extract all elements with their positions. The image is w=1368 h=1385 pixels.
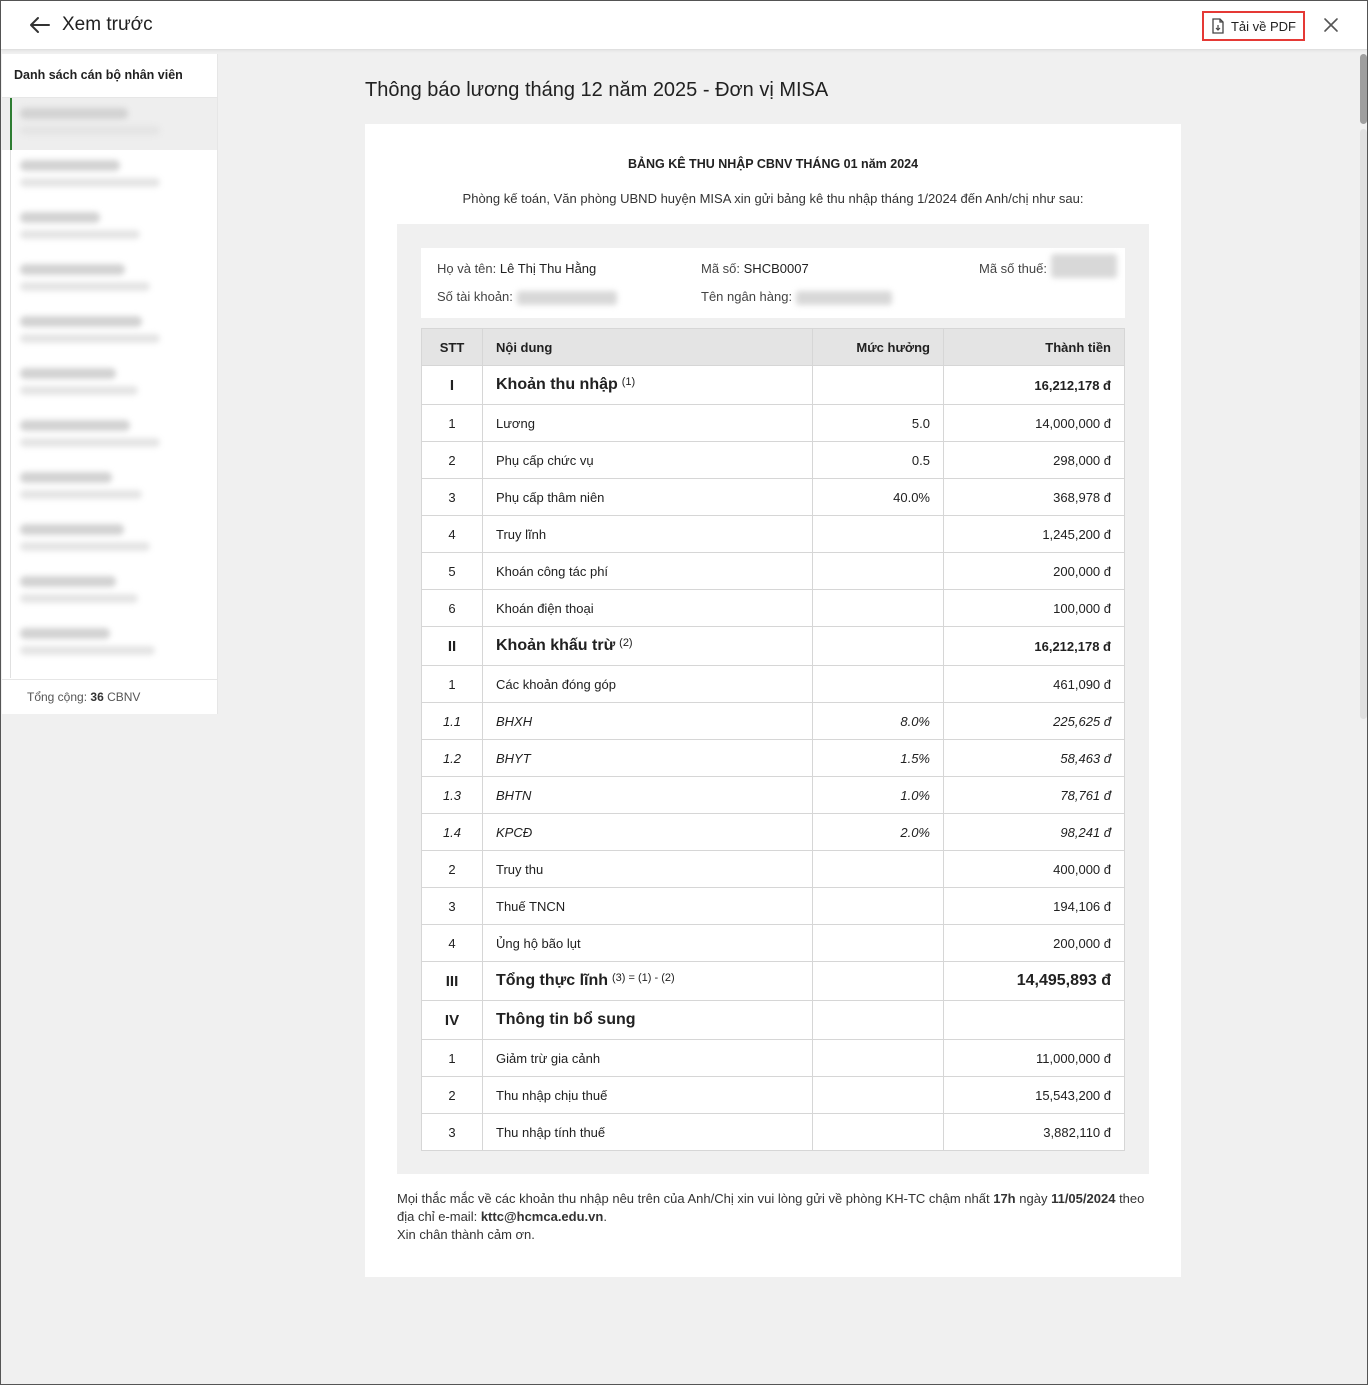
payslip-document (365, 124, 1181, 1277)
cell-stt: 6 (422, 590, 483, 627)
cell-rate: 0.5 (813, 442, 944, 479)
employee-code: SHCB0007 (743, 261, 809, 276)
name-field: Họ và tên: Lê Thị Thu Hằng (437, 261, 597, 276)
total-count: 36 (90, 690, 104, 704)
tax-code-field: Mã số thuế: (979, 261, 1117, 278)
scrollbar-track (1360, 129, 1367, 719)
cell-stt: 4 (422, 925, 483, 962)
cell-rate (813, 851, 944, 888)
table-row (422, 851, 1125, 888)
col-stt: STT (422, 329, 483, 366)
cell-content-label: BHYT (496, 750, 531, 766)
contact-email: kttc@hcmca.edu.vn (480, 1209, 604, 1224)
cell-content-label: Phụ cấp chức vụ (496, 452, 594, 468)
cell-content (483, 1040, 813, 1077)
salary-table (421, 328, 1125, 1151)
cell-content-label: Khoản thu nhập (496, 376, 618, 393)
employee-item[interactable] (2, 618, 217, 670)
cell-amount: 16,212,178 đ (944, 627, 1125, 666)
cell-content (483, 590, 813, 627)
cell-amount: 98,241 đ (944, 814, 1125, 851)
cell-amount: 58,463 đ (944, 740, 1125, 777)
cell-content (483, 888, 813, 925)
cell-rate (813, 962, 944, 1001)
tax-code-redacted (1051, 254, 1117, 278)
table-row (422, 703, 1125, 740)
table-row (422, 405, 1125, 442)
col-amount: Thành tiền (944, 329, 1125, 366)
cell-stt: 2 (422, 1077, 483, 1114)
salary-table-body (422, 366, 1125, 1151)
cell-amount: 100,000 đ (944, 590, 1125, 627)
employee-name: Lê Thị Thu Hằng (499, 261, 597, 276)
cell-content (483, 442, 813, 479)
cell-amount: 194,106 đ (944, 888, 1125, 925)
employee-item[interactable] (2, 514, 217, 566)
total-prefix: Tổng cộng: (27, 690, 88, 704)
employee-item-selected[interactable] (2, 98, 217, 150)
cell-amount: 368,978 đ (944, 479, 1125, 516)
table-row (422, 777, 1125, 814)
download-pdf-button[interactable] (1202, 11, 1305, 41)
thanks-text: Xin chân thành cảm ơn. (397, 1227, 535, 1242)
employee-item[interactable] (2, 150, 217, 202)
cell-content (483, 366, 813, 405)
cell-rate: 2.0% (813, 814, 944, 851)
cell-rate: 5.0 (813, 405, 944, 442)
cell-amount: 3,882,110 đ (944, 1114, 1125, 1151)
table-row (422, 666, 1125, 703)
table-row (422, 1040, 1125, 1077)
cell-stt: 1.3 (422, 777, 483, 814)
employee-item[interactable] (2, 358, 217, 410)
cell-stt: 1 (422, 666, 483, 703)
account-field: Số tài khoản: (437, 289, 617, 305)
table-row (422, 516, 1125, 553)
cell-amount: 200,000 đ (944, 925, 1125, 962)
cell-rate: 40.0% (813, 479, 944, 516)
top-bar (1, 1, 1367, 50)
cell-content (483, 405, 813, 442)
cell-amount: 78,761 đ (944, 777, 1125, 814)
employee-item[interactable] (2, 306, 217, 358)
arrow-left-icon (27, 13, 53, 37)
cell-stt: III (422, 962, 483, 1001)
employee-item[interactable] (2, 254, 217, 306)
page-title: Thông báo lương tháng 12 năm 2025 - Đơn vị MISA (365, 79, 829, 101)
cell-content (483, 851, 813, 888)
main-scrollbar[interactable] (1359, 51, 1368, 1385)
scrollbar-thumb[interactable] (1360, 54, 1367, 124)
document-footer: Mọi thắc mắc về các khoản thu nhập nêu trên của Anh/Chị xin vui lòng gửi về phòng KH-TC chậm nhất 17h ngày 11/05/2024 theo địa chỉ e-mail: kttc@hcmca.edu.vn. Xin chân thành cảm ơn. (397, 1191, 1145, 1242)
cell-rate: 8.0% (813, 703, 944, 740)
document-intro: Phòng kế toán, Văn phòng UBND huyện MISA xin gửi bảng kê thu nhập tháng 1/2024 đến Anh/chị như sau: (462, 191, 1084, 206)
cell-stt: 1.2 (422, 740, 483, 777)
cell-amount: 1,245,200 đ (944, 516, 1125, 553)
cell-rate (813, 553, 944, 590)
cell-rate (813, 627, 944, 666)
cell-amount: 15,543,200 đ (944, 1077, 1125, 1114)
cell-content-label: BHTN (496, 787, 532, 803)
cell-rate (813, 925, 944, 962)
table-row (422, 366, 1125, 405)
employee-item[interactable] (2, 566, 217, 618)
cell-content-label: Thu nhập chịu thuế (496, 1087, 608, 1103)
cell-content-label: Giảm trừ gia cảnh (496, 1050, 601, 1066)
cell-note: (1) (621, 376, 636, 388)
table-row (422, 553, 1125, 590)
cell-stt: II (422, 627, 483, 666)
table-row (422, 962, 1125, 1001)
employee-item[interactable] (2, 410, 217, 462)
cell-amount: 225,625 đ (944, 703, 1125, 740)
table-row (422, 814, 1125, 851)
cell-content-label: Các khoản đóng góp (496, 676, 616, 692)
account-redacted (517, 291, 617, 305)
table-row (422, 627, 1125, 666)
cell-rate (813, 1001, 944, 1040)
cell-content (483, 627, 813, 666)
cell-amount: 16,212,178 đ (944, 366, 1125, 405)
cell-rate (813, 1114, 944, 1151)
cell-amount: 298,000 đ (944, 442, 1125, 479)
table-row (422, 740, 1125, 777)
cell-amount: 200,000 đ (944, 553, 1125, 590)
table-row (422, 888, 1125, 925)
employee-sidebar (2, 54, 218, 714)
sidebar-total (2, 679, 217, 714)
cell-content (483, 962, 813, 1001)
pdf-file-icon (1211, 18, 1225, 34)
cell-amount (944, 1001, 1125, 1040)
payslip-panel (397, 224, 1149, 1174)
cell-stt: 1.4 (422, 814, 483, 851)
back-button[interactable] (27, 13, 53, 37)
col-content: Nội dung (483, 329, 813, 366)
code-field: Mã số: SHCB0007 (701, 261, 809, 276)
cell-content (483, 516, 813, 553)
cell-content-label: Khoán điện thoại (496, 600, 594, 616)
cell-amount: 14,000,000 đ (944, 405, 1125, 442)
cell-content (483, 1114, 813, 1151)
cell-rate (813, 666, 944, 703)
table-row (422, 925, 1125, 962)
cell-content-label: Truy lĩnh (496, 526, 547, 542)
cell-content-label: Thu nhập tính thuế (496, 1124, 606, 1140)
employee-list (2, 98, 217, 678)
cell-rate (813, 516, 944, 553)
total-unit: CBNV (107, 690, 141, 704)
cell-stt: 1 (422, 1040, 483, 1077)
table-row (422, 1001, 1125, 1040)
cell-amount: 461,090 đ (944, 666, 1125, 703)
cell-stt: 3 (422, 888, 483, 925)
cell-content-label: Truy thu (496, 861, 544, 877)
cell-stt: 2 (422, 442, 483, 479)
cell-content-label: Thuế TNCN (496, 898, 566, 914)
cell-content-label: BHXH (496, 713, 533, 729)
table-row (422, 1077, 1125, 1114)
col-rate: Mức hưởng (813, 329, 944, 366)
sidebar-title: Danh sách cán bộ nhân viên (2, 54, 217, 98)
cell-rate (813, 888, 944, 925)
cell-stt: 5 (422, 553, 483, 590)
cell-rate: 1.5% (813, 740, 944, 777)
cell-content-label: Thông tin bổ sung (496, 1011, 636, 1028)
close-icon (1321, 15, 1341, 35)
employee-item[interactable] (2, 202, 217, 254)
table-header-row (422, 329, 1125, 366)
close-button[interactable] (1321, 15, 1341, 35)
cell-amount: 400,000 đ (944, 851, 1125, 888)
cell-stt: 2 (422, 851, 483, 888)
cell-content (483, 666, 813, 703)
cell-note: (3) = (1) - (2) (612, 972, 675, 984)
cell-content-label: Phụ cấp thâm niên (496, 489, 605, 505)
cell-content (483, 740, 813, 777)
cell-amount: 11,000,000 đ (944, 1040, 1125, 1077)
cell-stt: I (422, 366, 483, 405)
download-pdf-label: Tải về PDF (1230, 18, 1296, 34)
cell-rate (813, 366, 944, 405)
cell-note: (2) (619, 637, 633, 649)
table-row (422, 1114, 1125, 1151)
cell-content (483, 1001, 813, 1040)
cell-content-label: Khoán công tác phí (496, 563, 609, 579)
cell-stt: 1 (422, 405, 483, 442)
page-header-title: Xem trước (62, 14, 153, 35)
cell-content (483, 814, 813, 851)
cell-content (483, 553, 813, 590)
table-row (422, 590, 1125, 627)
cell-content-label: Lương (496, 415, 535, 431)
cell-rate (813, 590, 944, 627)
cell-rate (813, 1040, 944, 1077)
cell-content (483, 703, 813, 740)
cell-stt: 3 (422, 479, 483, 516)
bank-field: Tên ngân hàng: (701, 289, 892, 305)
cell-rate (813, 1077, 944, 1114)
cell-stt: 3 (422, 1114, 483, 1151)
cell-stt: 4 (422, 516, 483, 553)
cell-content (483, 777, 813, 814)
bank-redacted (796, 291, 892, 305)
cell-rate: 1.0% (813, 777, 944, 814)
cell-content-label: Tổng thực lĩnh (496, 972, 609, 989)
table-row (422, 479, 1125, 516)
employee-info-card (421, 248, 1125, 318)
cell-content (483, 1077, 813, 1114)
cell-content-label: KPCĐ (496, 824, 533, 840)
employee-item[interactable] (2, 462, 217, 514)
cell-amount: 14,495,893 đ (944, 962, 1125, 1001)
cell-stt: 1.1 (422, 703, 483, 740)
cell-content (483, 479, 813, 516)
cell-content-label: Khoản khấu trừ (496, 637, 616, 654)
cell-content-label: Ủng hộ bão lụt (496, 935, 581, 951)
table-row (422, 442, 1125, 479)
cell-content (483, 925, 813, 962)
cell-stt: IV (422, 1001, 483, 1040)
document-heading: BẢNG KÊ THU NHẬP CBNV THÁNG 01 năm 2024 (627, 157, 919, 171)
